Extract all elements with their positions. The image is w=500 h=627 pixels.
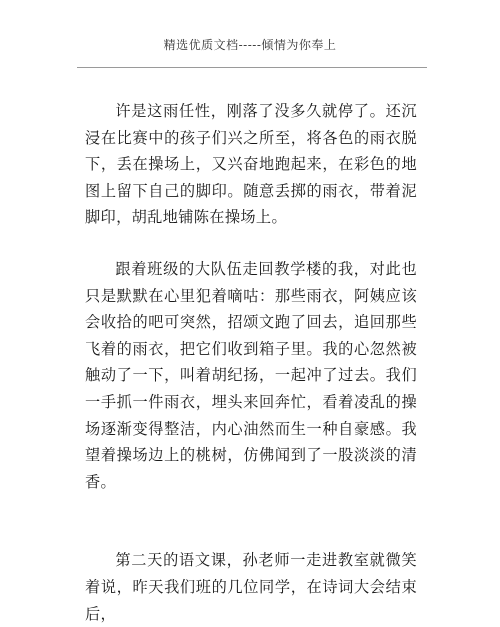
paragraph-spacer — [85, 231, 417, 256]
header-divider — [77, 67, 427, 68]
paragraph-spacer — [85, 495, 417, 547]
document-body — [85, 98, 417, 627]
page-header: 精选优质文档-----倾情为你奉上 — [163, 38, 337, 52]
paragraph-2: 跟着班级的大队伍走回教学楼的我，对此也只是默默在心里犯着嘀咕：那些雨衣，阿姨应该会收拾的吧可突然，招颂文跑了回去，追回那些飞着的雨衣，把它们收到箱子里。我的心忽然被触动了一下，叫着胡纪扬，一起冲了过去。我们一手抓一件雨衣，埋头来回奔忙，看着凌乱的操场逐渐变得整洁，内心油然而生一种自豪感。我望着操场边上的桃树，仿佛闻到了一股淡淡的清香。 — [85, 259, 417, 491]
paragraph-3: 第二天的语文课，孙老师一走进教室就微笑着说，昨天我们班的几位同学，在诗词大会结束后， — [85, 551, 417, 623]
paragraph-1: 许是这雨任性，刚落了没多久就停了。还沉浸在比赛中的孩子们兴之所至，将各色的雨衣脱下，丢在操场上，又兴奋地跑起来，在彩色的地图上留下自己的脚印。随意丢掷的雨衣，带着泥脚印，胡乱地铺陈在操场上。 — [85, 102, 417, 227]
